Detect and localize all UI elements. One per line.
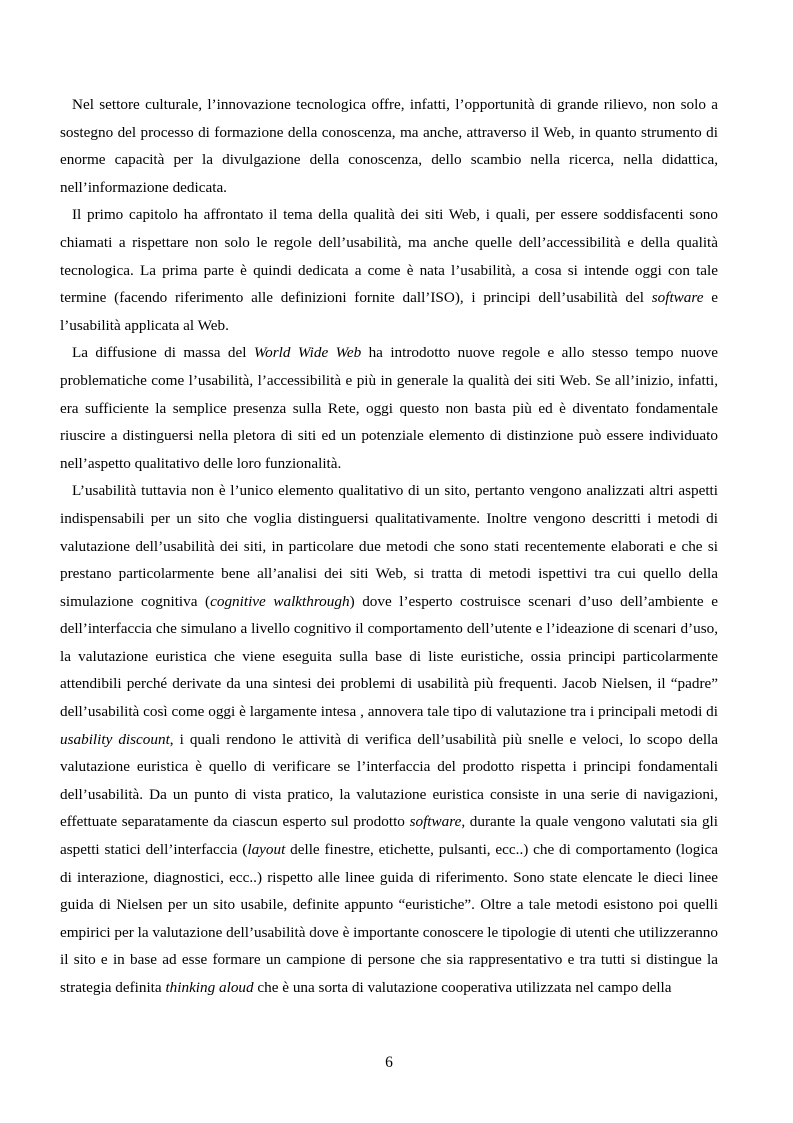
text-run: e l’usabilità applicata al Web. xyxy=(60,289,718,334)
page-number: 6 xyxy=(385,1054,393,1071)
italic-term: World Wide Web xyxy=(253,344,362,362)
paragraph xyxy=(60,477,718,1001)
text-run: , i quali rendono le attività di verifica dell’usabilità più snelle e veloci, lo scopo della valutazione euristica è quello di verificare se l’interfaccia del prodotto rispetta i principi fondamentali dell’usabilità. Da un punto di vista pratico, la valutazione euristica consiste in una serie di navigazioni, effettuate separatamente da ciascun esperto sul prodotto xyxy=(60,730,718,831)
text-run: , durante la quale vengono valutati sia gli aspetti statici dell’interfaccia ( xyxy=(60,813,718,859)
text-run: La diffusione di massa del xyxy=(72,344,254,362)
text-run: che è una sorta di valutazione cooperativa utilizzata nel campo della xyxy=(253,979,672,996)
text-run: Il primo capitolo ha affrontato il tema della qualità dei siti Web, i quali, per essere soddisfacenti sono chiamati a rispettare non solo le regole dell’usabilità, ma anche quelle dell’accessibilità e della qualità tecnologica. La prima parte è quindi dedicata a come è nata l’usabilità, a cosa si intende oggi con tale termine (facendo riferimento alle definizioni fornite dall’ISO), i principi dell’usabilità del xyxy=(60,206,718,307)
paragraph xyxy=(60,201,718,339)
paragraph xyxy=(60,339,718,477)
italic-term: usability discount xyxy=(60,730,170,748)
italic-term: thinking aloud xyxy=(165,979,254,996)
italic-term: cognitive walkthrough xyxy=(210,592,350,610)
text-run: ) dove l’esperto costruisce scenari d’uso dell’ambiente e dell’interfaccia che simulano a livello cognitivo il comportamento dell’utente e l’ideazione di scenari d’uso, la valutazione euristica che viene eseguita sulla base di liste euristiche, ossia principi particolarmente attendibili perché derivate da una sintesi dei problemi di usabilità più frequenti. Jacob Nielsen, il “padre” dell’usabilità così come oggi è largamente intesa , annovera tale tipo di valutazione tra i principali metodi di xyxy=(60,592,718,721)
text-run: L’usabilità tuttavia non è l’unico elemento qualitativo di un sito, pertanto vengono analizzati altri aspetti indispensabili per un sito che voglia distinguersi qualitativamente. Inoltre vengono descritti i metodi di valutazione dell’usabilità dei siti, in particolare due metodi che sono stati recentemente elaborati e che si prestano particolarmente bene all’analisi dei siti Web, si tratta di metodi ispettivi tra cui quello della simulazione cognitiva ( xyxy=(60,482,718,610)
text-run: ha introdotto nuove regole e allo stesso tempo nuove problematiche come l’usabilità, l’accessibilità e più in generale la qualità dei siti Web. Se all’inizio, infatti, era sufficiente la semplice presenza sulla Rete, oggi questo non basta più ed è diventato fondamentale riuscire a distinguersi nella pletora di siti ed un potenziale elemento di distinzione può essere individuato nell’aspetto qualitativo delle loro funzionalità. xyxy=(60,344,719,472)
body-text xyxy=(60,91,718,1002)
text-run: delle finestre, etichette, pulsanti, ecc..) che di comportamento (logica di interazione, diagnostici, ecc..) rispetto alle linee guida di riferimento. Sono state elencate le dieci linee guida di Nielsen per un sito usabile, definite appunto “euristiche”. Oltre a tale metodi esistono poi quelli empirici per la valutazione dell’usabilità dove è importante conoscere le tipologie di utenti che utilizzeranno il sito e in base ad esse formare un campione di persone che sia rappresentativo e tra tutti si distingue la strategia definita xyxy=(60,841,718,996)
paragraph xyxy=(60,91,718,201)
italic-term: layout xyxy=(247,841,286,859)
italic-term: software xyxy=(409,813,462,831)
italic-term: software xyxy=(651,289,704,307)
text-run: Nel settore culturale, l’innovazione tecnologica offre, infatti, l’opportunità di grande rilievo, non solo a sostegno del processo di formazione della conoscenza, ma anche, attraverso il Web, in quanto strumento di enorme capacità per la divulgazione della conoscenza, dello scambio nella ricerca, nella didattica, nell’informazione dedicata. xyxy=(60,96,718,196)
